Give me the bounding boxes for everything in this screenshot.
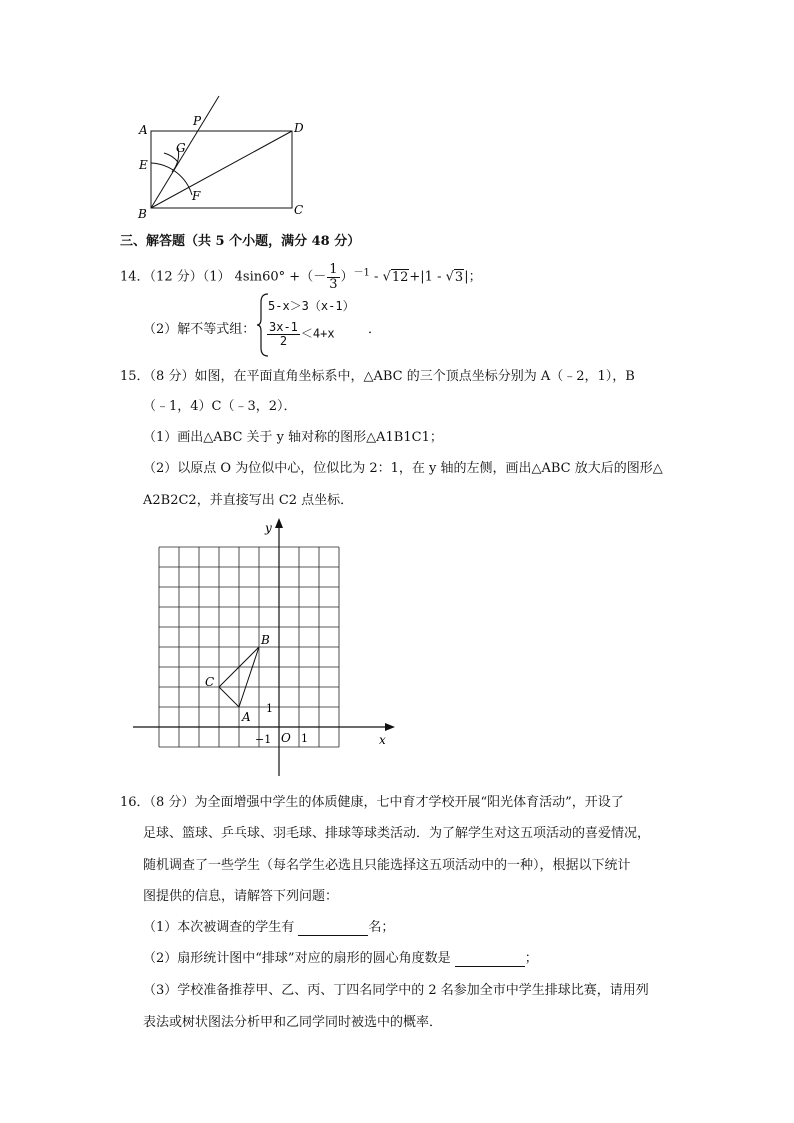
q15-line2: （﹣1，4）C（﹣3，2）． (143, 399, 297, 414)
ineq2-fraction (267, 321, 300, 347)
point-c-label: C (205, 675, 215, 689)
q14-frac-num: 1 (329, 262, 338, 277)
coordinate-grid (125, 512, 405, 782)
label-g: G (176, 141, 186, 155)
q16-answer-blank-1[interactable] (298, 920, 368, 936)
q14-score: （12 分） (149, 269, 203, 285)
label-c: C (294, 203, 304, 217)
point-a-label: A (242, 710, 251, 724)
q14-frac-den: 3 (329, 276, 338, 292)
x-axis-arrow-icon (385, 723, 395, 731)
q14-part1: 14．（12 分）（1） 4sin60° +（－ $\frac{1}{3}$ ）$^{-1}$ - √12+|1 - √3|； (120, 262, 482, 292)
q14-expr-a: 4sin60° +（ (234, 269, 314, 285)
q16-part1-unit: 名； (368, 920, 395, 935)
y-axis-label: y (265, 521, 272, 535)
q15-part2-line1: （2）以原点 O 为位似中心，位似比为 2：1，在 y 轴的左侧，画出△ABC 放大后的图形△ (143, 461, 663, 476)
label-p: P (193, 114, 202, 128)
q14-exponent: －1 (353, 267, 370, 279)
q14-sqrt-3: 3 (454, 269, 464, 285)
q16-part3-line2: 表法或树状图法分析甲和乙同学同时被选中的概率． (143, 1015, 443, 1030)
label-d: D (294, 121, 304, 135)
label-e: E (139, 158, 148, 172)
tick-x-neg-one: −1 (255, 733, 272, 746)
label-a: A (139, 123, 148, 137)
q16-line2: 足球、篮球、乒乓球、羽毛球、排球等球类活动．为了解学生对这五项活动的喜爱情况， (143, 826, 651, 841)
q14-sqrt-12: 12 (391, 269, 409, 285)
q16-part1-text: （1）本次被调查的学生有 (143, 920, 299, 935)
q16-part3-line1: （3）学校准备推荐甲、乙、丙、丁四名同学中的 2 名参加全市中学生排球比赛，请用列 (143, 983, 649, 998)
rectangle-abcd-figure (130, 90, 330, 222)
q14-expr-d: +|1 - (409, 269, 446, 285)
q16-part2-text: （2）扇形统计图中“排球”对应的扇形的圆心角度数是 (143, 951, 455, 966)
q14-frac-sign: － (313, 269, 327, 285)
ineq2-num: 3x-1 (269, 320, 298, 334)
q14-expr-b: ） (340, 269, 354, 285)
q16-part2 (143, 947, 538, 967)
point-b-label: B (261, 633, 270, 647)
q14-p2-label: （2）解不等式组： (143, 322, 256, 337)
tick-x-one: 1 (301, 732, 308, 745)
q15-part2-line2: A2B2C2，并直接写出 C2 点坐标． (143, 493, 354, 508)
inequality-2 (266, 321, 335, 347)
ineq2-rest: ＜4+x (300, 326, 335, 341)
inequality-1: 5-x＞3（x-1） (268, 299, 355, 313)
arc-ef (151, 163, 192, 195)
origin-label: O (281, 731, 291, 745)
q16-answer-blank-2[interactable] (455, 951, 525, 967)
q16-line4: 图提供的信息，请解答下列问题： (143, 889, 339, 904)
q14-p1-label: （1） (202, 269, 231, 285)
label-f: F (192, 189, 201, 203)
section-heading: 三、解答题（共 5 个小题，满分 48 分） (120, 234, 361, 249)
tick-y-one: 1 (266, 702, 273, 715)
label-b: B (138, 207, 147, 221)
q14-expr-c: - (369, 269, 383, 285)
y-axis-arrow-icon (275, 518, 283, 528)
q15-part1: （1）画出△ABC 关于 y 轴对称的图形△A1B1C1； (143, 430, 443, 445)
q14-fraction (327, 263, 339, 291)
ineq2-den: 2 (279, 333, 288, 348)
q14-number: 14． (120, 269, 150, 285)
q15-line1: 15．（8 分）如图，在平面直角坐标系中，△ABC 的三个顶点坐标分别为 A（﹣2，1），B (120, 369, 635, 384)
q16-line3: 随机调查了一些学生（每名学生必选且只能选择这五项活动中的一种），根据以下统计 (143, 858, 631, 873)
q16-part2-end: ； (524, 951, 538, 966)
x-axis-label: x (379, 733, 386, 747)
q16-part1 (143, 916, 394, 936)
q14-p2-end: ． (368, 322, 382, 337)
q14-expr-e: |； (464, 269, 482, 285)
q16-line1: 16．（8 分）为全面增强中学生的体质健康，七中育才学校开展“阳光体育活动”，开设了 (120, 795, 624, 810)
